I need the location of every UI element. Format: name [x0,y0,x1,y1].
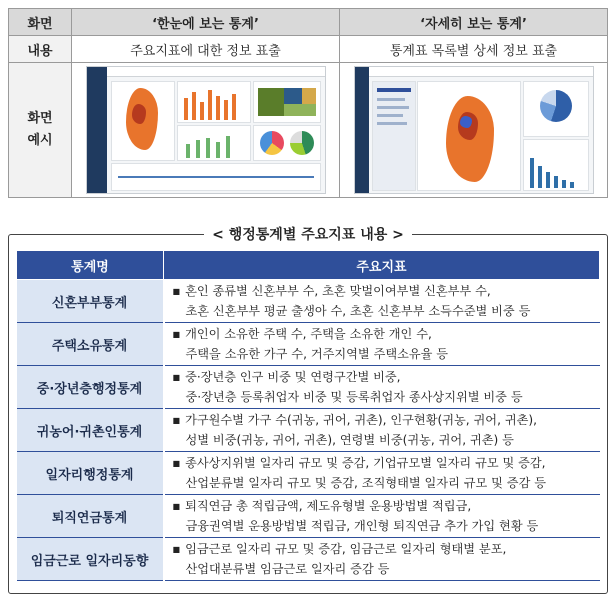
stat-indicators: ■ 가구원수별 가구 수(귀농, 귀어, 귀촌), 인구현황(귀농, 귀어, 귀촌), 성별 비중(귀농, 귀어, 귀촌), 연령별 비중(귀농, 귀어, 귀촌) 등 [164,409,600,452]
stat-name: 퇴직연금통계 [17,495,164,538]
stat-name: 중·장년층행정통계 [17,366,164,409]
content-summary-view: 주요지표에 대한 정보 표출 [72,36,340,63]
stat-indicators: ■ 혼인 종류별 신혼부부 수, 초혼 맞벌이여부별 신혼부부 수, 초혼 신혼부부 평균 출생아 수, 초혼 신혼부부 소득수준별 비중 등 [164,280,600,323]
stat-indicators: ■ 종사상지위별 일자리 규모 및 증감, 기업규모별 일자리 규모 및 증감, 산업분류별 일자리 규모 및 증감, 조직형태별 일자리 규모 및 증감 등 [164,452,600,495]
indicator-table [16,250,600,581]
table-row [17,323,600,366]
stat-name: 임금근로 일자리동향 [17,538,164,581]
table-row [17,366,600,409]
stat-name: 신혼부부통계 [17,280,164,323]
table-row [17,409,600,452]
stat-name: 일자리행정통계 [17,452,164,495]
example-label: 화면 예시 [9,63,72,198]
stat-indicators: ■ 개인이 소유한 주택 수, 주택을 소유한 개인 수, 주택을 소유한 가구 수, 거주지역별 주택소유율 등 [164,323,600,366]
screen-comparison-table [8,8,608,198]
col-header-name: 통계명 [17,251,164,280]
section-title: < 행정통계별 주요지표 내용 > [0,224,616,244]
content-detail-view: 통계표 목록별 상세 정보 표출 [340,36,608,63]
stat-name: 귀농어·귀촌인통계 [17,409,164,452]
detail-view-screenshot [354,66,594,194]
header-detail-view: ‘자세히 보는 통계’ [340,9,608,36]
stat-indicators: ■ 임금근로 일자리 규모 및 증감, 임금근로 일자리 형태별 분포, 산업대분류별 임금근로 일자리 증감 등 [164,538,600,581]
summary-view-screenshot [86,66,326,194]
col-header-indicators: 주요지표 [164,251,600,280]
table-row [17,452,600,495]
header-summary-view: ‘한눈에 보는 통계’ [72,9,340,36]
header-label: 화면 [9,9,72,36]
stat-name: 주택소유통계 [17,323,164,366]
summary-view-screenshot-cell [72,63,340,198]
stat-indicators: ■ 퇴직연금 총 적립금액, 제도유형별 운용방법별 적립금, 금융권역별 운용방법별 적립금, 개인형 퇴직연금 추가 가입 현황 등 [164,495,600,538]
table-row [17,538,600,581]
content-label: 내용 [9,36,72,63]
table-row [17,280,600,323]
detail-view-screenshot-cell [340,63,608,198]
stat-indicators: ■ 중·장년층 인구 비중 및 연령구간별 비중, 중·장년층 등록취업자 비중 및 등록취업자 종사상지위별 비중 등 [164,366,600,409]
table-row [17,495,600,538]
